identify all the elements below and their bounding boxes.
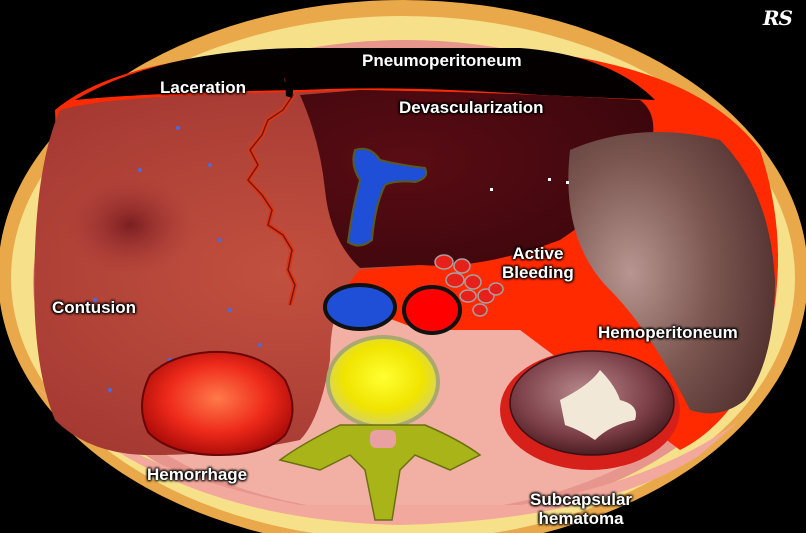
label-hemorrhage: Hemorrhage — [147, 465, 248, 484]
vertebral-body — [328, 337, 438, 427]
contusion — [65, 175, 195, 275]
label-active-bleeding — [502, 244, 574, 282]
spinal-canal — [370, 430, 396, 448]
label-hemoperitoneum: Hemoperitoneum — [598, 323, 738, 342]
label-contusion: Contusion — [52, 298, 137, 317]
signature-logo: RS — [762, 6, 792, 30]
label-pneumoperitoneum: Pneumoperitoneum — [362, 51, 522, 70]
label-subcapsular-line1: Subcapsular — [530, 490, 633, 509]
label-devascularization: Devascularization — [399, 98, 544, 117]
inferior-vena-cava — [325, 285, 395, 329]
hemorrhage — [142, 352, 293, 455]
label-active-bleeding-line2: Bleeding — [502, 263, 574, 282]
label-subcapsular-line2: hematoma — [538, 509, 624, 528]
label-laceration: Laceration — [160, 78, 246, 97]
label-subcapsular-hematoma — [530, 490, 632, 528]
aorta — [404, 287, 460, 333]
label-active-bleeding-line1: Active — [512, 244, 564, 263]
